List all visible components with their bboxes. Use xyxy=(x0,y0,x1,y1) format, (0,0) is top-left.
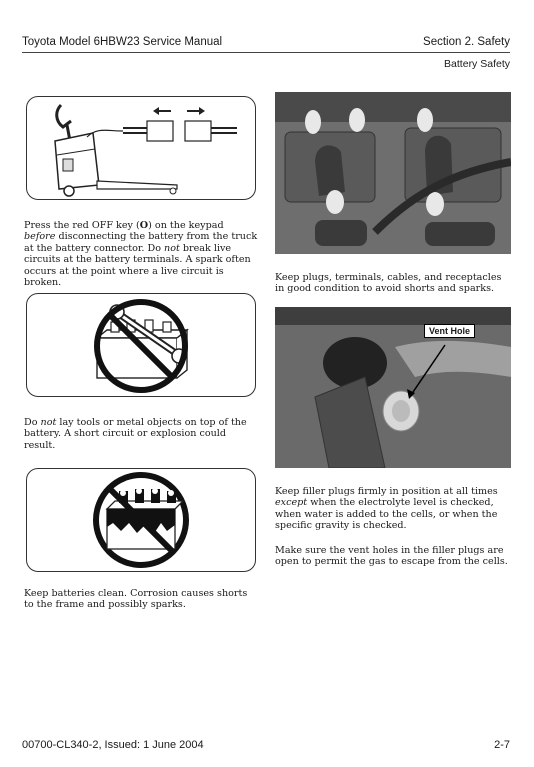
text-run: Do xyxy=(24,417,41,428)
manual-title: Toyota Model 6HBW23 Service Manual xyxy=(22,36,223,48)
off-key-symbol: O xyxy=(139,220,149,231)
no-corrosion-illustration xyxy=(27,469,255,571)
no-tools-illustration xyxy=(27,294,255,396)
text-run: disconnecting the battery from the truck at the battery connector. Do xyxy=(24,231,258,254)
text-run: ) on the keypad xyxy=(148,220,224,231)
vent-hole-image xyxy=(275,307,511,468)
text-run: break live circuits at the battery terminals. A spark often occurs at the point where a live circuit is broken. xyxy=(24,242,251,289)
page-number: 2-7 xyxy=(494,739,510,751)
truck-disconnect-illustration xyxy=(27,97,255,199)
paragraph-vent-holes: Make sure the vent holes in the filler plugs are open to permit the gas to escape from the cells. xyxy=(275,545,508,568)
text-run: Press the red OFF key ( xyxy=(24,220,140,231)
emphasis-except: except xyxy=(275,497,308,509)
text-run: Keep filler plugs firmly in position at all times xyxy=(275,486,498,497)
figure-truck-disconnect xyxy=(26,96,256,200)
emphasis-not: not xyxy=(164,242,180,254)
paragraph-filler-plugs xyxy=(275,486,513,532)
section-title: Section 2. Safety xyxy=(423,36,510,48)
figure-no-tools-on-battery xyxy=(26,293,256,397)
paragraph-keep-plugs: Keep plugs, terminals, cables, and receptacles in good condition to avoid shorts and sparks. xyxy=(275,272,502,295)
paragraph-no-tools xyxy=(24,417,258,451)
photo-battery-terminals xyxy=(275,92,511,254)
emphasis-not: not xyxy=(40,417,57,428)
battery-terminals-image xyxy=(275,92,511,254)
header-rule xyxy=(22,52,510,53)
paragraph-keep-clean: Keep batteries clean. Corrosion causes shorts to the frame and possibly sparks. xyxy=(24,588,248,611)
figure-no-corrosion xyxy=(26,468,256,572)
document-number: 00700-CL340-2, Issued: 1 June 2004 xyxy=(22,739,204,751)
photo-vent-hole xyxy=(275,307,511,468)
vent-hole-callout: Vent Hole xyxy=(424,324,475,338)
paragraph-off-key xyxy=(24,220,258,288)
subsection-title: Battery Safety xyxy=(444,58,510,70)
text-run: lay tools or metal objects on top of the battery. A short circuit or explosion could result. xyxy=(24,417,247,451)
emphasis-before: before xyxy=(24,231,56,243)
text-run: when the electrolyte level is checked, when water is added to the cells, or when the specific gravity is checked. xyxy=(275,497,498,532)
